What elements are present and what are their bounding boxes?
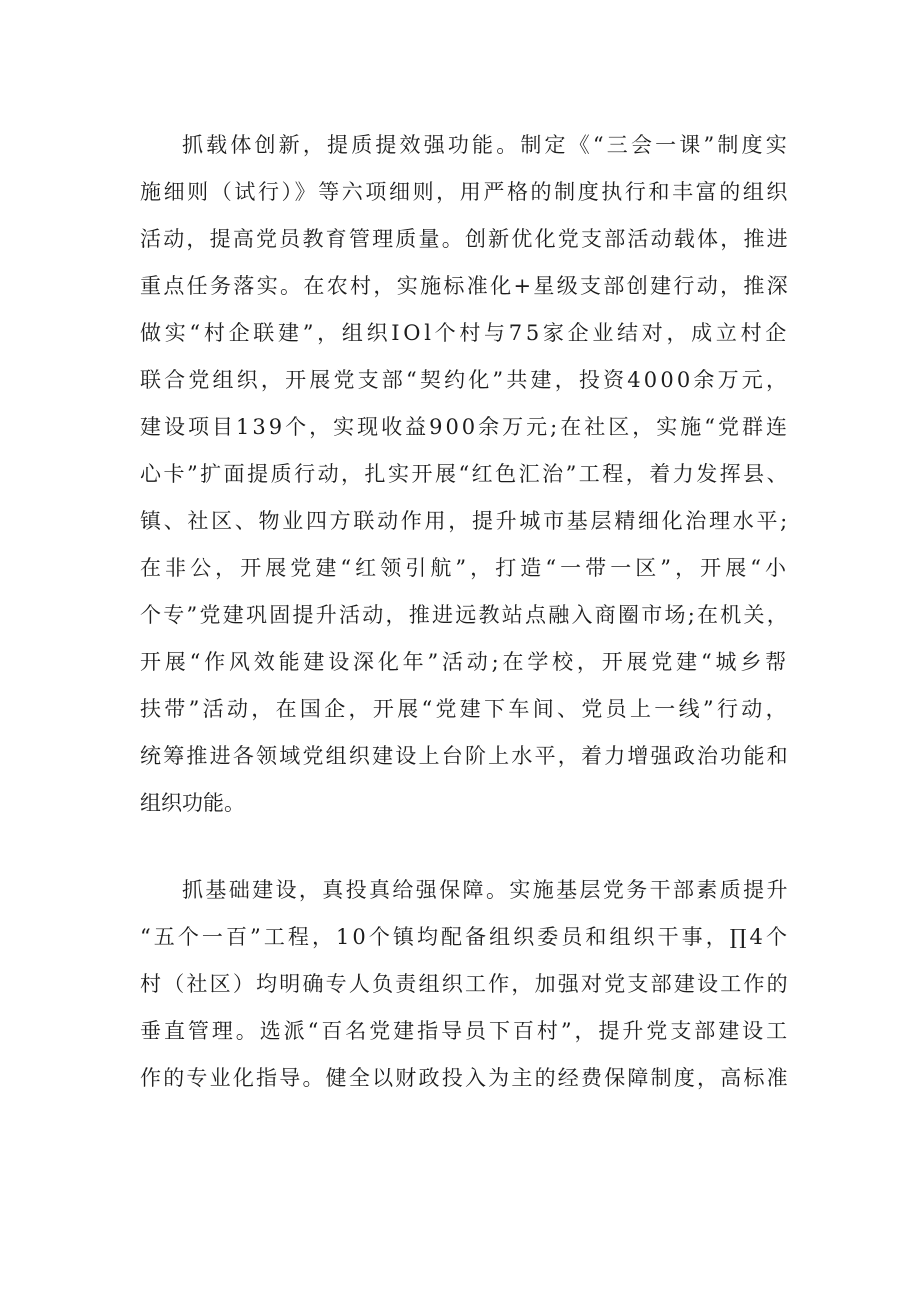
paragraph-line: 开展“作风效能建设深化年”活动;在学校，开展党建“城乡帮 <box>140 650 790 674</box>
paragraph-line: 做实“村企联建”，组织IOl个村与75家企业结对，成立村企 <box>140 321 791 345</box>
paragraph-line: 建设项目139个，实现收益900余万元;在社区，实施“党群连 <box>140 415 790 439</box>
paragraph-line: 镇、社区、物业四方联动作用，提升城市基层精细化治理水平; <box>140 509 790 533</box>
paragraph-line: 重点任务落实。在农村，实施标准化+星级支部创建行动，推深 <box>140 274 791 298</box>
paragraph-line: 施细则（试行）》等六项细则，用严格的制度执行和丰富的组织 <box>140 180 791 204</box>
paragraph-line: 抓载体创新，提质提效强功能。制定《“三会一课”制度实 <box>182 133 790 157</box>
paragraph-line: 个专”党建巩固提升活动，推进远教站点融入商圈市场;在机关， <box>140 603 791 627</box>
paragraph-line: 扶带”活动，在国企，开展“党建下车间、党员上一线”行动， <box>140 697 790 721</box>
paragraph-line: 组织功能。 <box>140 791 245 815</box>
paragraph-line: “五个一百”工程，10个镇均配备组织委员和组织干事，∏4个 <box>140 925 791 949</box>
paragraph-line: 在非公，开展党建“红领引航”，打造“一带一区”，开展“小 <box>140 556 791 580</box>
paragraph-line: 抓基础建设，真投真给强保障。实施基层党务干部素质提升 <box>182 878 790 902</box>
paragraph-line: 联合党组织，开展党支部“契约化”共建，投资4000余万元， <box>140 368 791 392</box>
paragraph-line: 垂直管理。选派“百名党建指导员下百村”，提升党支部建设工 <box>140 1019 791 1043</box>
paragraph-line: 活动，提高党员教育管理质量。创新优化党支部活动载体，推进 <box>140 227 790 251</box>
paragraph-line: 村（社区）均明确专人负责组织工作，加强对党支部建设工作的 <box>140 972 790 996</box>
paragraph-line: 统筹推进各领域党组织建设上台阶上水平，着力增强政治功能和 <box>140 744 790 768</box>
paragraph-line: 作的专业化指导。健全以财政投入为主的经费保障制度，高标准 <box>140 1066 790 1090</box>
paragraph-line: 心卡”扩面提质行动，扎实开展“红色汇治”工程，着力发挥县、 <box>140 462 791 486</box>
